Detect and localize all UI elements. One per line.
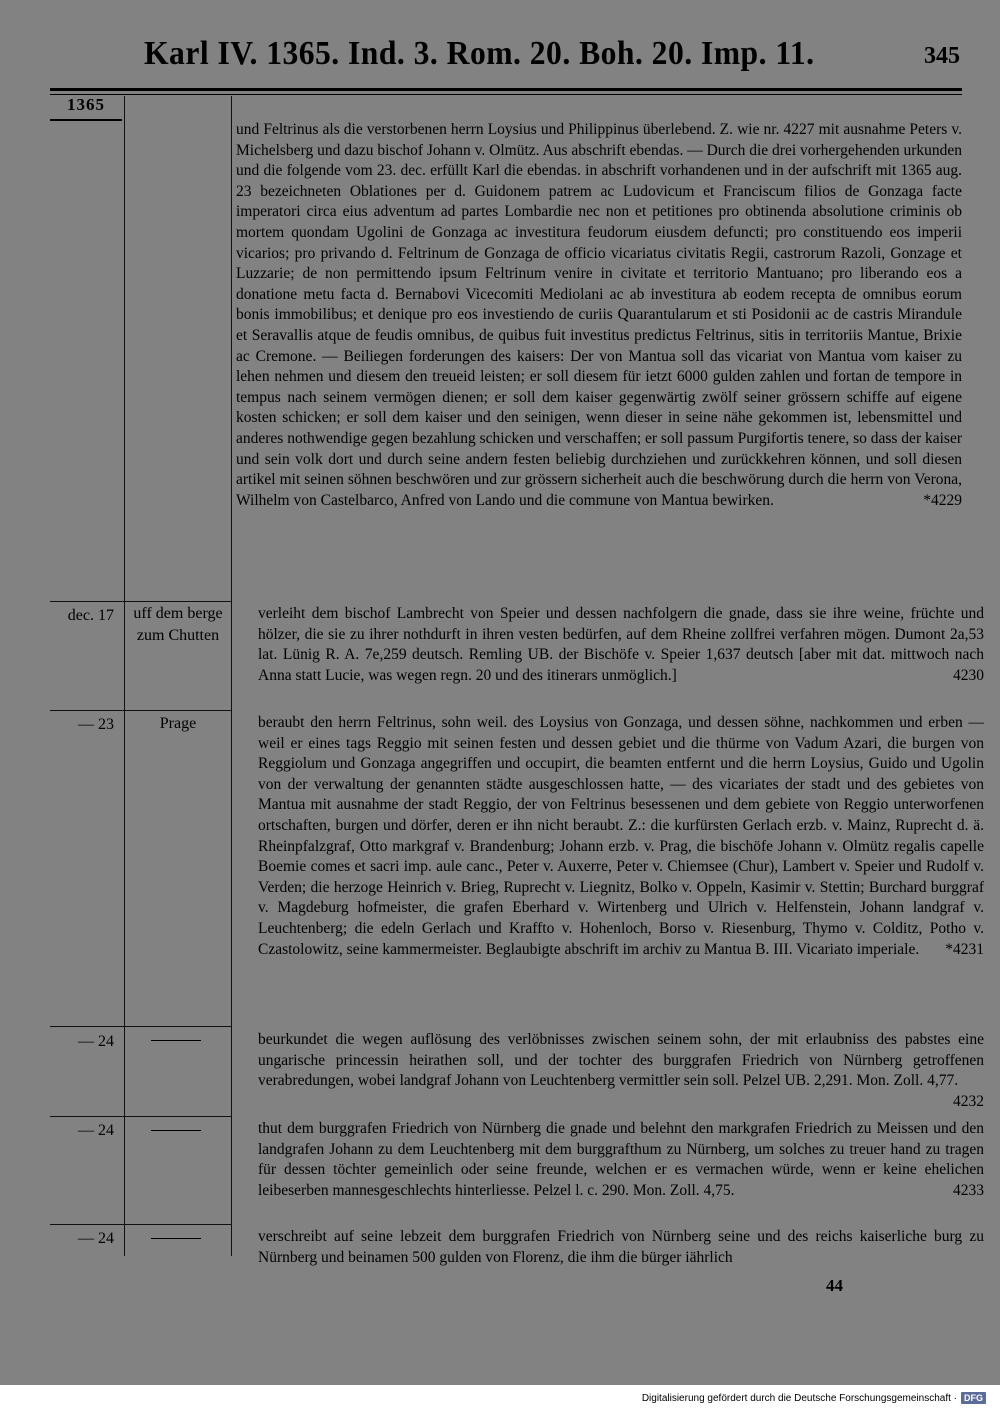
row-separator <box>50 1116 231 1117</box>
year-underline <box>50 119 122 121</box>
entry-place: uff dem berge zum Chutten <box>133 605 223 644</box>
entry-number: 4232 <box>953 1092 984 1110</box>
row-separator <box>50 601 231 602</box>
entry-text: beraubt den herrn Feltrinus, sohn weil. des Loysius von Gonzaga, und dessen söhne, nachkommen und erben — weil er eines tags Reggio mit seinen festen und dessen gebiet und die thürme von Vadum Azari, die burgen von Reggiolum und Gonzaga angegriffen und occupirt, die beamten entfernt und die herrn Loysius, Guido und Ugolin von der verwaltung der genannten städte ausgeschlossen hatte, — des vicariates der stadt und des gebietes von Mantua mit ausnahme der stadt Reggio, der von Feltrinus besessenen und dem gebiete von Reggio unterworfenen ortschaften, burgen und dörfer, deren er ihn nicht beraubt. Z.: die kurfürsten Gerlach erzb. v. Mainz, Ruprecht d. ä. Rheinpfalzgraf, Otto markgraf v. Brandenburg; Johann erzb. v. Prag, die bischöfe Johann v. Olmütz regalis capelle Boemie comes et sacri imp. aule canc., Peter v. Auxerre, Peter v. Chiemsee (Chur), Lambert v. Speier und Rudolf v. Verden; die herzoge Heinrich v. Brieg, Ruprecht v. Liegnitz, Bolko v. Oppeln, Kasimir v. Stettin; Burchard burggraf v. Magdeburg hofmeister, die grafen Eberhard v. Wirtenberg und Ulrich v. Helfenstein, Johann landgraf v. Leuchtenberg; die edeln Gerlach und Kraffto v. Hohenloch, Borso v. Riesenburg, Thymo v. Colditz, Potho v. Czastolowitz, seine kammermeister. Beglaubigte abschrift im archiv zu Mantua B. III. Vicariato imperiale. <box>258 714 984 958</box>
year-label: 1365 <box>67 95 105 114</box>
entry-text: verleiht dem bischof Lambrecht von Speier und dessen nachfolgern die gnade, dass sie ihre weine, früchte und hölzer, die sie zu ihrer nothdurft in ihren vesten bedürfen, auf dem Rheine zollfrei verfahren mögen. Dumont 2a,53 lat. Lünig R. A. 7e,259 deutsch. Remling UB. der Bischöfe v. Speier 1,637 deutsch [aber mit dat. mittwoch nach Anna statt Lucie, was wegen regn. 20 und des itinerars unmöglich.] <box>258 605 984 684</box>
entry-number: *4231 <box>945 940 984 958</box>
column-divider-date <box>124 96 125 1256</box>
header-rule-thin <box>50 94 962 95</box>
column-divider-place <box>231 96 232 1256</box>
ditto-dash <box>151 1130 201 1131</box>
entry-text-block <box>236 713 984 960</box>
entry-text: verschreibt auf seine lebzeit dem burggrafen Friedrich von Nürnberg seine und des reichs kaiserliche burg zu Nürnberg und beinamen 500 gulden von Florenz, die ihm die bürger iährlich <box>258 1228 984 1266</box>
entry-text-block <box>236 1227 984 1268</box>
entry-date: — 24 <box>78 1122 114 1139</box>
entry-text-block <box>236 1030 984 1112</box>
signature-mark: 44 <box>826 1276 843 1295</box>
entry-number: 4233 <box>953 1181 984 1199</box>
header-rule <box>50 88 962 91</box>
entry-text-block <box>236 1119 984 1201</box>
footer-text: Digitalisierung gefördert durch die Deutsche Forschungsgemeinschaft · <box>641 1392 957 1404</box>
row-separator <box>50 1224 231 1225</box>
page-header-title: Karl IV. 1365. Ind. 3. Rom. 20. Boh. 20. Imp. 11. <box>144 35 815 72</box>
ditto-dash <box>151 1238 201 1239</box>
entry-date: — 24 <box>78 1230 114 1247</box>
entry-date: — 24 <box>78 1033 114 1050</box>
entry-date: — 23 <box>78 716 114 733</box>
row-separator <box>50 710 231 711</box>
entry-number: *4229 <box>923 491 962 509</box>
entry-date: dec. 17 <box>67 607 114 624</box>
ditto-dash <box>151 1040 201 1041</box>
entry-text: thut dem burggrafen Friedrich von Nürnberg die gnade und belehnt den markgrafen Friedrich zu Meissen und den landgrafen Johann zu dem Leuchtenberg mit dem burggrafthum zu Nürnberg, um solches zu treuer hand zu tragen für dessen töchter gemeinlich oder seine freunde, welchen er es vermachen würde, wenn er keine ehelichen leibeserben mannesgeschlechts hinterliesse. Pelzel l. c. 290. Mon. Zoll. 4,75. <box>258 1120 984 1199</box>
entry-text-block <box>236 604 984 686</box>
entry-text: und Feltrinus als die verstorbenen herrn Loysius und Philippinus überlebend. Z. wie nr. 4227 mit ausnahme Peters v. Michelsberg und dazu bischof Johann v. Olmütz. Aus abschrift ebendas. — Durch die drei vorhergehenden urkunden und die folgende vom 23. dec. erfüllt Karl die ebendas. in abschrift vorhandenen und in der aufschrift mit 1365 aug. 23 bezeichneten Oblationes per d. Guidonem patrem ac Ludovicum et Franciscum filios de Gonzaga facte imperatori circa eius adventum ad partes Lombardie nec non et petitiones pro obtinenda absolutione criminis ob mortem quondam Ugolini de Gonzaga ac investitura feudorum eiusdem defuncti; pro constituendo eos imperii vicarios; pro privando d. Feltrinum de Gonzaga de officio vicariatus civitatis Regii, castrorum Razoli, Gonzage et Luzzarie; de non permittendo ipsum Feltrinum venire in civitate et territorio Mantuano; pro liberando eos a donatione metu facta d. Bernabovi Vicecomiti Mediolani ac ab investitura ab eodem recepta de omnibus eorum bonis immobilibus; et denique pro eos investiendo de curiis Quarantularum et sti Posidonii ac de castris Mirandule et Seravallis atque de feudis omnibus, de quibus fuit investitus predictus Feltrinus, sitis in territoriis Mantue, Brixie ac Cremone. — Beiliegen forderungen des kaisers: Der von Mantua soll das vicariat von Mantua vom kaiser zu lehen nehmen und diesem den treueid leisten; er soll diesem für ietzt 6000 gulden zahlen und fortan de tempore in tempus nach seinem vermögen dienen; er soll dem kaiser gegenwärtig zwölf seiner grössern schiffe auf eigene kosten schicken; er soll dem kaiser und den seinigen, wenn dieser in seine nähe gekommen ist, lebensmittel und anderes nothwendige gegen bezahlung schicken und verschaffen; er soll passum Purgifortis tenere, so dass der kaiser und sein volk dort und durch seine andern festen beliebig durchziehen und zurückkehren können, und soll diesen artikel mit seinen söhnen beschwören und zur grössern sicherheit auch die beschwörung durch die herrn von Verona, Wilhelm von Castelbarco, Anfred von Lando und die commune von Mantua bewirken. <box>236 121 962 509</box>
dfg-logo-icon: DFG <box>961 1392 986 1404</box>
row-separator <box>50 1026 231 1027</box>
entry-text: beurkundet die wegen auflösung des verlöbnisses zwischen seinem sohn, der mit erlaubniss des pabstes eine ungarische princessin heirathen soll, und der tochter des burggrafen Friedrich von Nürnberg getroffenen verabredungen, wobei landgraf Johann von Leuchtenberg vermittler sein soll. Pelzel UB. 2,291. Mon. Zoll. 4,77. <box>258 1031 984 1090</box>
entry-number: 4230 <box>953 666 984 684</box>
entry-text-continuation <box>236 120 962 511</box>
page-number: 345 <box>924 43 960 69</box>
footer-credit <box>642 1392 986 1404</box>
entry-place: Prage <box>159 715 197 732</box>
